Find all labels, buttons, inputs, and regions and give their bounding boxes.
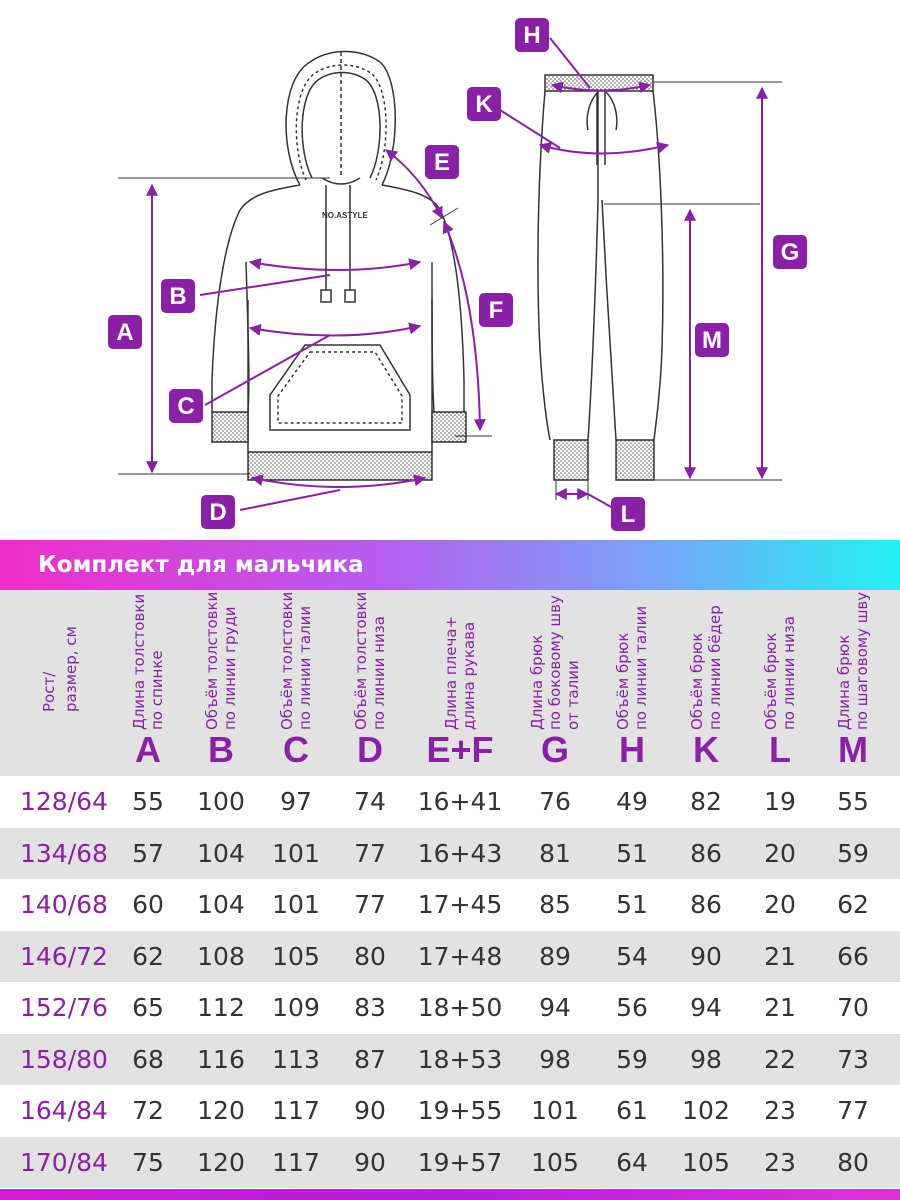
value-cell: 18+53 [417,1044,503,1074]
size-cell: 170/84 [20,1147,108,1177]
column-description: Объём брюк по линии бёдер [688,605,724,730]
column-description: Длина толстовки по спинке [130,593,166,730]
value-cell: 20 [764,838,796,868]
column-header-k [670,590,742,776]
value-cell: 23 [764,1147,796,1177]
value-cell: 70 [837,993,869,1022]
value-cell: 117 [272,1147,320,1177]
marker-b [161,279,195,313]
marker-h [515,18,549,52]
column-header-h [596,590,668,776]
value-cell: 55 [132,787,164,816]
value-cell: 49 [616,787,648,816]
value-cell: 51 [616,838,648,868]
value-cell: 80 [837,1147,869,1177]
value-cell: 57 [132,838,164,868]
value-cell: 86 [690,838,722,868]
svg-text:L: L [620,501,636,528]
size-cell: 164/84 [20,1096,108,1125]
column-letter: B [208,729,234,770]
value-cell: 97 [280,787,312,816]
value-cell: 101 [272,838,320,868]
value-cell: 98 [690,1044,722,1074]
column-description: Объём толстовки по линии низа [352,591,388,730]
value-cell: 101 [272,890,320,919]
marker-e [425,145,459,179]
table-row [0,1085,900,1137]
column-letter: C [283,729,309,770]
value-cell: 112 [197,993,245,1022]
column-letter: A [135,729,161,770]
value-cell: 104 [197,838,245,868]
value-cell: 68 [132,1044,164,1074]
pants-drawing [538,75,663,480]
svg-text:M: M [702,327,722,354]
marker-f [479,293,513,327]
table-row [0,931,900,983]
value-cell: 105 [682,1147,730,1177]
value-cell: 72 [132,1096,164,1125]
marker-k [467,87,501,121]
value-cell: 60 [132,890,164,919]
value-cell: 59 [616,1044,648,1074]
size-cell: 146/72 [20,941,108,971]
column-description: Объём толстовки по линии груди [203,591,239,730]
svg-text:C: C [177,393,195,420]
size-diagram [0,0,900,540]
value-cell: 21 [764,993,796,1022]
column-header-b [185,590,257,776]
value-cell: 22 [764,1044,796,1074]
value-cell: 108 [197,941,245,971]
value-cell: 75 [132,1147,164,1177]
table-row [0,828,900,880]
value-cell: 54 [616,941,648,971]
value-cell: 77 [354,838,386,868]
value-cell: 94 [539,993,571,1022]
value-cell: 76 [539,787,571,816]
value-cell: 74 [354,787,386,816]
column-letter: G [540,729,569,770]
marker-m [695,323,729,357]
banner [0,540,900,590]
value-cell: 17+45 [417,890,503,919]
value-cell: 109 [272,993,320,1022]
table-header [0,590,900,776]
value-cell: 62 [132,941,164,971]
value-cell: 80 [354,941,386,971]
column-letter: D [357,729,383,770]
svg-text:A: A [116,319,134,346]
value-cell: 90 [354,1096,386,1125]
value-cell: 17+48 [417,941,503,971]
value-cell: 83 [354,993,386,1022]
value-cell: 65 [132,993,164,1022]
table-row [0,776,900,828]
value-cell: 23 [764,1096,796,1125]
value-cell: 61 [616,1096,648,1125]
value-cell: 89 [539,941,571,971]
value-cell: 73 [837,1044,869,1074]
value-cell: 113 [272,1044,320,1074]
size-cell: 128/64 [20,787,108,816]
size-cell: 158/80 [20,1044,108,1074]
value-cell: 64 [616,1147,648,1177]
table-row [0,879,900,931]
value-cell: 105 [531,1147,579,1177]
marker-c [169,389,203,423]
value-cell: 16+41 [417,787,503,816]
column-header-m [816,590,890,776]
value-cell: 20 [764,890,796,919]
value-cell: 104 [197,890,245,919]
svg-text:F: F [488,297,504,324]
marker-a [108,315,142,349]
svg-text:D: D [209,499,227,526]
value-cell: 116 [197,1044,245,1074]
value-cell: 59 [837,838,869,868]
column-description: Объём брюк по линии талии [614,605,650,730]
svg-text:H: H [523,22,541,49]
banner-title: Комплект для мальчика [38,552,364,578]
value-cell: 94 [690,993,722,1022]
column-header-a [112,590,184,776]
size-column-header: Рост/ размер, см [40,626,80,712]
size-cell: 152/76 [20,993,108,1022]
column-letter: K [693,729,719,770]
value-cell: 19+57 [417,1147,503,1177]
column-description: Объём брюк по линии низа [762,616,798,730]
value-cell: 21 [764,941,796,971]
value-cell: 101 [531,1096,579,1125]
value-cell: 102 [682,1096,730,1125]
value-cell: 100 [197,787,245,816]
column-description: Длина брюк по шаговому шву [835,591,871,730]
column-header-e-f [412,590,508,776]
column-letter: L [769,729,791,770]
size-table-body [0,776,900,1188]
svg-text:G: G [780,239,800,266]
value-cell: 105 [272,941,320,971]
svg-text:K: K [475,91,493,118]
size-cell: 140/68 [20,890,108,919]
column-description: Длина брюк по боковому шву от талии [528,595,582,730]
svg-text:B: B [169,283,187,310]
column-letter: M [838,729,868,770]
value-cell: 98 [539,1044,571,1074]
value-cell: 62 [837,890,869,919]
value-cell: 86 [690,890,722,919]
value-cell: 87 [354,1044,386,1074]
bottom-bar [0,1189,900,1200]
table-row [0,1137,900,1189]
value-cell: 85 [539,890,571,919]
value-cell: 120 [197,1096,245,1125]
marker-l [611,497,645,531]
value-cell: 90 [690,941,722,971]
marker-d [201,495,235,529]
value-cell: 90 [354,1147,386,1177]
column-description: Длина плеча+ длина рукава [442,615,478,730]
marker-g [773,235,807,269]
column-letter: E+F [426,729,494,770]
svg-text:E: E [433,149,451,176]
column-header-c [260,590,332,776]
column-header-g [513,590,597,776]
table-row [0,982,900,1034]
value-cell: 19 [764,787,796,816]
column-header-d [334,590,406,776]
size-cell: 134/68 [20,838,108,868]
table-row [0,1034,900,1086]
value-cell: 120 [197,1147,245,1177]
value-cell: 51 [616,890,648,919]
value-cell: 77 [837,1096,869,1125]
value-cell: 19+55 [417,1096,503,1125]
value-cell: 117 [272,1096,320,1125]
value-cell: 55 [837,787,869,816]
column-description: Объём толстовки по линии талии [278,591,314,730]
value-cell: 18+50 [417,993,503,1022]
column-letter: H [619,729,645,770]
value-cell: 82 [690,787,722,816]
column-header-l [744,590,816,776]
value-cell: 66 [837,941,869,971]
value-cell: 81 [539,838,571,868]
value-cell: 56 [616,993,648,1022]
value-cell: 16+43 [417,838,503,868]
value-cell: 77 [354,890,386,919]
hoodie-print-text: NO.ASTYLE [322,211,368,220]
marker-badges [108,18,807,531]
hoodie-drawing [212,52,466,481]
